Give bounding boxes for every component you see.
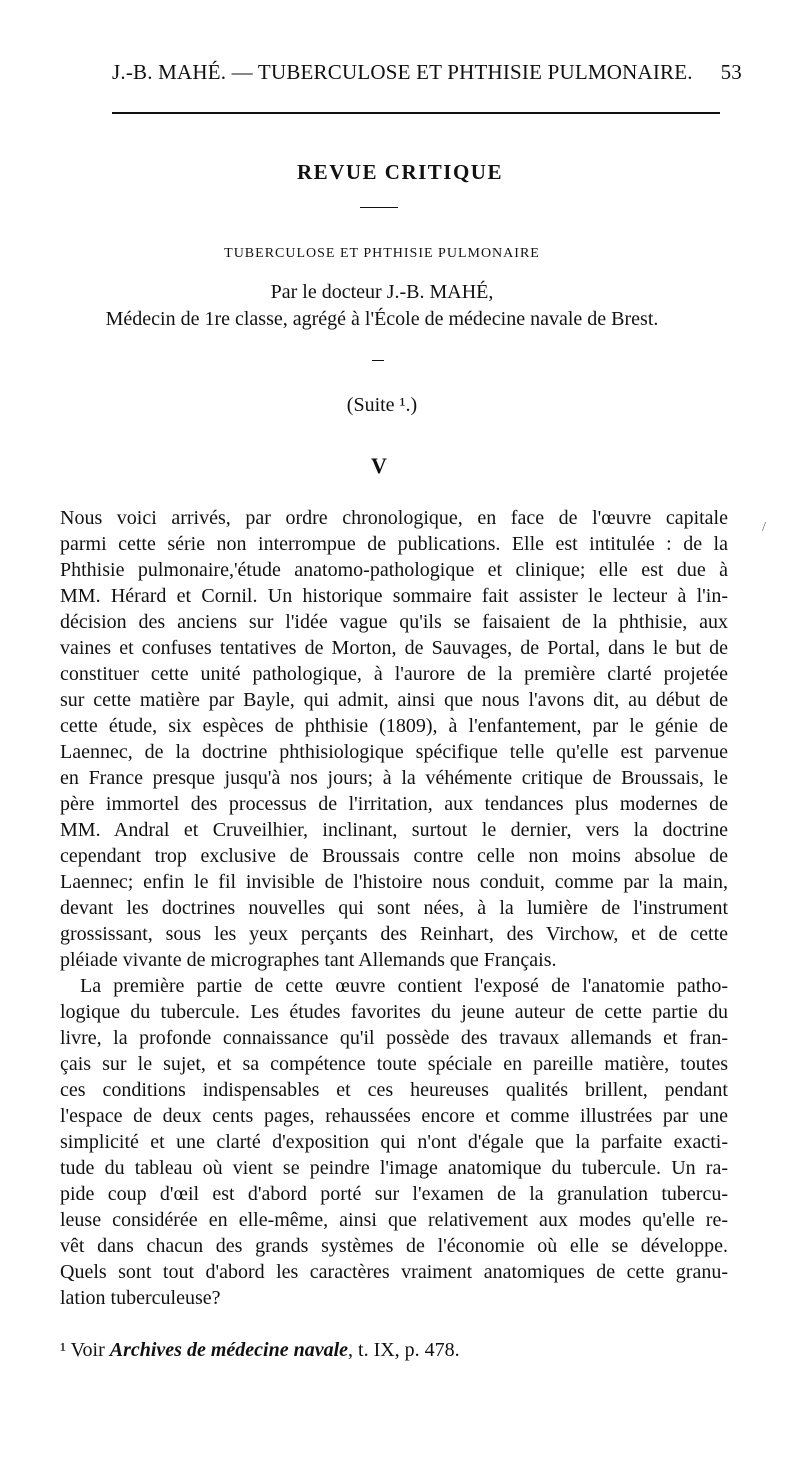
text-line: ces conditions indispensables et ces heureuses qualités brillent, pendant (60, 1079, 728, 1101)
body-text (60, 505, 728, 1311)
text-line: Laennec; enfin le fil invisible de l'histoire nous conduit, comme par la main, (60, 871, 728, 893)
header-rule (112, 112, 720, 114)
footnote (60, 1339, 460, 1362)
text-line: livre, la profonde connaissance qu'il possède des travaux allemands et fran- (60, 1027, 728, 1049)
text-line: vêt dans chacun des grands systèmes de l'économie où elle se développe. (60, 1235, 728, 1257)
chapter-number: V (371, 453, 387, 478)
title-divider (360, 207, 398, 208)
margin-mark: / (762, 520, 766, 535)
text-line: cette étude, six espèces de phthisie (1809), à l'enfantement, par le génie de (60, 715, 728, 737)
author-affiliation: Médecin de 1re classe, agrégé à l'École de médecine navale de Brest. (105, 308, 659, 330)
article-subject: TUBERCULOSE ET PHTHISIE PULMONAIRE (224, 246, 540, 261)
page-number: 53 (720, 60, 742, 84)
footnote-marker: ¹ (60, 1339, 66, 1361)
text-line: Quels sont tout d'abord les caractères vraiment anatomiques de cette granu- (60, 1261, 728, 1283)
text-line: MM. Andral et Cruveilhier, inclinant, surtout le dernier, vers la doctrine (60, 819, 728, 841)
article-author: Par le docteur J.-B. MAHÉ, (270, 281, 494, 303)
running-title: J.-B. MAHÉ. — TUBERCULOSE ET PHTHISIE PULMONAIRE. (112, 60, 693, 84)
text-line: parmi cette série non interrompue de publications. Elle est intitulée : de la (60, 533, 728, 555)
footnote-suffix: , t. IX, p. 478. (348, 1339, 460, 1361)
text-line: sur cette matière par Bayle, qui admit, ainsi que nous l'avons dit, au début de (60, 689, 728, 711)
text-line: leuse considérée en elle-même, ainsi que relativement aux modes qu'elle re- (60, 1209, 728, 1231)
text-line: constituer cette unité pathologique, à l'aurore de la première clarté projetée (60, 663, 728, 685)
footnote-prefix: Voir (70, 1339, 105, 1361)
text-line: lation tuberculeuse? (60, 1287, 221, 1309)
text-line: devant les doctrines nouvelles qui sont nées, à la lumière de l'instrument (60, 897, 728, 919)
text-line: père immortel des processus de l'irritation, aux tendances plus modernes de (60, 793, 728, 815)
text-line: décision des anciens sur l'idée vague qu'ils se faisaient de la phthisie, aux (60, 611, 728, 633)
text-line: simplicité et une clarté d'exposition qui n'ont d'égale que la parfaite exacti- (60, 1131, 728, 1153)
text-line: MM. Hérard et Cornil. Un historique sommaire fait assister le lecteur à l'in- (60, 585, 728, 607)
text-line: logique du tubercule. Les études favorites du jeune auteur de cette partie du (60, 1001, 728, 1023)
running-header (112, 60, 742, 85)
text-line: Nous voici arrivés, par ordre chronologique, en face de l'œuvre capitale (60, 507, 728, 529)
text-line: en France presque jusqu'à nos jours; à la véhémente critique de Broussais, le (60, 767, 728, 789)
text-line: pléiade vivante de micrographes tant Allemands que Français. (60, 949, 557, 971)
text-line: La première partie de cette œuvre contient l'exposé de l'anatomie patho- (80, 975, 728, 997)
text-line: cependant trop exclusive de Broussais contre celle non moins absolue de (60, 845, 728, 867)
text-line: grossissant, sous les yeux perçants des Reinhart, des Virchow, et de cette (60, 923, 728, 945)
text-line: çais sur le sujet, et sa compétence toute spéciale en pareille matière, toutes (60, 1053, 728, 1075)
text-line: Laennec, de la doctrine phthisiologique spécifique telle qu'elle est parvenue (60, 741, 728, 763)
section-title: REVUE CRITIQUE (297, 160, 503, 184)
separator-dash (372, 360, 384, 361)
text-line: tude du tableau où vient se peindre l'image anatomique du tubercule. Un ra- (60, 1157, 728, 1179)
text-line: pide coup d'œil est d'abord porté sur l'examen de la granulation tubercu- (60, 1183, 728, 1205)
text-line: vaines et confuses tentatives de Morton, de Sauvages, de Portal, dans le but de (60, 637, 728, 659)
text-line: l'espace de deux cents pages, rehaussées encore et comme illustrées par une (60, 1105, 728, 1127)
text-line: Phthisie pulmonaire,'étude anatomo-pathologique et clinique; elle est due à (60, 559, 728, 581)
footnote-journal-title: Archives de médecine navale (109, 1339, 349, 1361)
continuation-note: (Suite ¹.) (346, 394, 418, 416)
